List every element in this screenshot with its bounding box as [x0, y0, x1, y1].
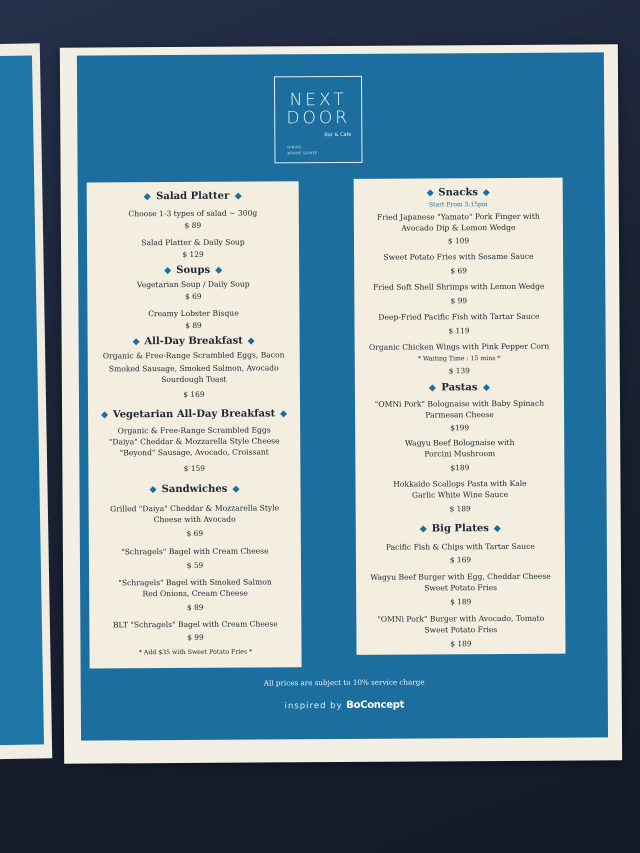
section-title: Vegetarian All-Day Breakfast: [112, 408, 276, 421]
menu-price: $ 99: [450, 296, 468, 306]
menu-price: $189: [450, 463, 470, 473]
menu-price: $ 169: [449, 555, 472, 565]
menu-price: $ 119: [448, 326, 470, 336]
menu-item-line: Avocado Dip & Lemon Wedge: [401, 222, 516, 233]
diamond-icon: [150, 486, 157, 493]
menu-price: $ 189: [450, 597, 472, 607]
menu-panel-right: [354, 178, 566, 655]
logo-word-next: NEXT: [289, 89, 347, 111]
menu-price: $ 89: [186, 602, 204, 612]
menu-item: Sweet Potato Fries with Sesame Sauce: [383, 251, 534, 262]
menu-price: $ 129: [182, 249, 204, 259]
section-heading-pastas: [355, 382, 564, 394]
menu-item: Creamy Lobster Bisque: [148, 308, 239, 319]
menu-item: Fried Soft Shell Shrimps with Lemon Wedge: [373, 281, 545, 292]
boconcept-logo: BoConcept: [346, 699, 405, 711]
diamond-icon: [494, 525, 501, 532]
menu-item-line: Organic & Free-Range Scrambled Eggs, Bacon: [102, 350, 285, 361]
diamond-icon: [144, 193, 151, 200]
menu-card: [60, 44, 622, 763]
diamond-icon: [164, 267, 171, 274]
diamond-icon: [101, 411, 108, 418]
menu-price: $ 89: [185, 320, 202, 330]
menu-item-line: Garlic White Wine Sauce: [411, 489, 509, 500]
menu-item-line: "OMNi Pork" Burger with Avocado, Tomato: [377, 613, 545, 624]
menu-item-line: Red Onions, Cream Cheese: [142, 588, 248, 599]
section-heading-vegetarian-breakfast: [88, 408, 300, 420]
menu-price: $199: [450, 423, 470, 433]
menu-item-line: Organic & Free-Range Scrambled Eggs: [117, 425, 271, 436]
menu-item: Pacific Fish & Chips with Tartar Sauce: [385, 541, 535, 552]
diamond-icon: [132, 338, 139, 345]
diamond-icon: [248, 338, 255, 345]
section-heading-all-day-breakfast: [88, 335, 300, 347]
logo-tiny-line-2: BONNE SOIRÉE: [287, 151, 318, 156]
menu-price: $ 159: [183, 463, 205, 473]
menu-item-line: Fried Japanese "Yamato" Pork Finger with: [376, 211, 540, 222]
menu-note: * Waiting Time : 15 mins *: [417, 355, 501, 363]
diamond-icon: [483, 189, 490, 196]
menu-item-line: Sweet Potato Fries: [424, 583, 498, 593]
menu-price: $ 69: [450, 266, 467, 276]
menu-item: Organic Chicken Wings with Pink Pepper Corn: [368, 341, 550, 352]
menu-item-line: Parmesan Cheese: [425, 410, 494, 420]
menu-price: $ 139: [448, 366, 470, 376]
section-title: Snacks: [438, 187, 479, 199]
section-heading-salad: [87, 190, 299, 202]
menu-item: "Schragels" Bagel with Cream Cheese: [121, 546, 269, 557]
menu-price: $ 69: [186, 528, 204, 538]
menu-item-line: "Beyond" Sausage, Avocado, Croissant: [119, 447, 269, 458]
menu-item-line: "OMNi Pork" Bolognaise with Baby Spinach: [374, 398, 545, 409]
service-charge-note: All prices are subject to 10% service charge: [263, 677, 425, 688]
menu-price: $ 69: [185, 291, 202, 301]
menu-price: $ 89: [184, 220, 202, 230]
menu-price: $ 169: [183, 389, 205, 399]
menu-price: $ 189: [450, 639, 472, 649]
menu-item-line: Wagyu Beef Bolognaise with: [404, 437, 515, 448]
section-title: Salad Platter: [156, 190, 230, 203]
section-title: Sandwiches: [161, 483, 228, 496]
menu-price: $ 109: [447, 236, 470, 246]
menu-item: Choose 1-3 types of salad ~ 300g: [128, 208, 258, 219]
menu-item-line: Sweet Potato Fries: [424, 625, 498, 635]
diamond-icon: [420, 525, 427, 532]
diamond-icon: [232, 486, 239, 493]
logo: [274, 76, 363, 164]
menu-price: $ 99: [187, 632, 204, 642]
diamond-icon: [215, 267, 222, 274]
logo-word-door: DOOR: [286, 107, 351, 129]
logo-subtitle: Bar & Cafe: [324, 131, 352, 139]
menu-item-line: Sourdough Toast: [161, 374, 227, 385]
menu-item-line: Smoked Sausage, Smoked Salmon, Avocado: [108, 363, 279, 374]
inspired-by-text: inspired by: [284, 700, 343, 712]
menu-price: $ 59: [186, 560, 204, 570]
menu-item-line: "Daiya" Cheddar & Mozzarella Style Cheese: [108, 436, 280, 447]
section-title: Pastas: [441, 382, 478, 394]
section-heading-soups: [87, 264, 299, 276]
section-title: All-Day Breakfast: [144, 335, 243, 348]
diamond-icon: [280, 410, 287, 417]
menu-price: $ 189: [449, 504, 471, 514]
menu-item-line: Cheese with Avocado: [153, 514, 236, 525]
inspired-by-line: [81, 698, 608, 712]
menu-panel-left: [87, 181, 302, 668]
menu-item-line: "Schragels" Bagel with Smoked Salmon: [118, 577, 272, 588]
menu-blue-background: [77, 52, 608, 740]
section-title: Soups: [176, 264, 211, 277]
menu-item-line: Hokkaido Scallops Pasta with Kale: [393, 478, 527, 489]
menu-note: * Add $35 with Sweet Potato Fries *: [138, 648, 253, 657]
menu-item-line: Grilled "Daiya" Cheddar & Mozzarella Style: [110, 503, 280, 514]
menu-item-line: Porcini Mushroom: [424, 449, 496, 459]
partial-menu-blue-panel: [0, 55, 44, 745]
menu-item-line: Wagyu Beef Burger with Egg, Cheddar Cheese: [370, 571, 551, 582]
section-heading-big-plates: [356, 523, 565, 535]
diamond-icon: [482, 384, 489, 391]
section-heading-snacks: [354, 187, 563, 199]
diamond-icon: [429, 384, 436, 391]
section-subtitle: Start From 3:15pm: [428, 201, 488, 209]
menu-item: Vegetarian Soup / Daily Soup: [136, 279, 250, 290]
section-title: Big Plates: [431, 523, 489, 535]
menu-item: Deep-Fried Pacific Fish with Tartar Sauce: [378, 311, 540, 322]
diamond-icon: [234, 193, 241, 200]
menu-item: Salad Platter & Daily Soup: [141, 237, 245, 248]
menu-item: BLT "Schragels" Bagel with Cream Cheese: [112, 619, 278, 630]
diamond-icon: [426, 189, 433, 196]
section-heading-sandwiches: [88, 483, 300, 495]
logo-tiny-line-1: DINING: [287, 145, 302, 150]
